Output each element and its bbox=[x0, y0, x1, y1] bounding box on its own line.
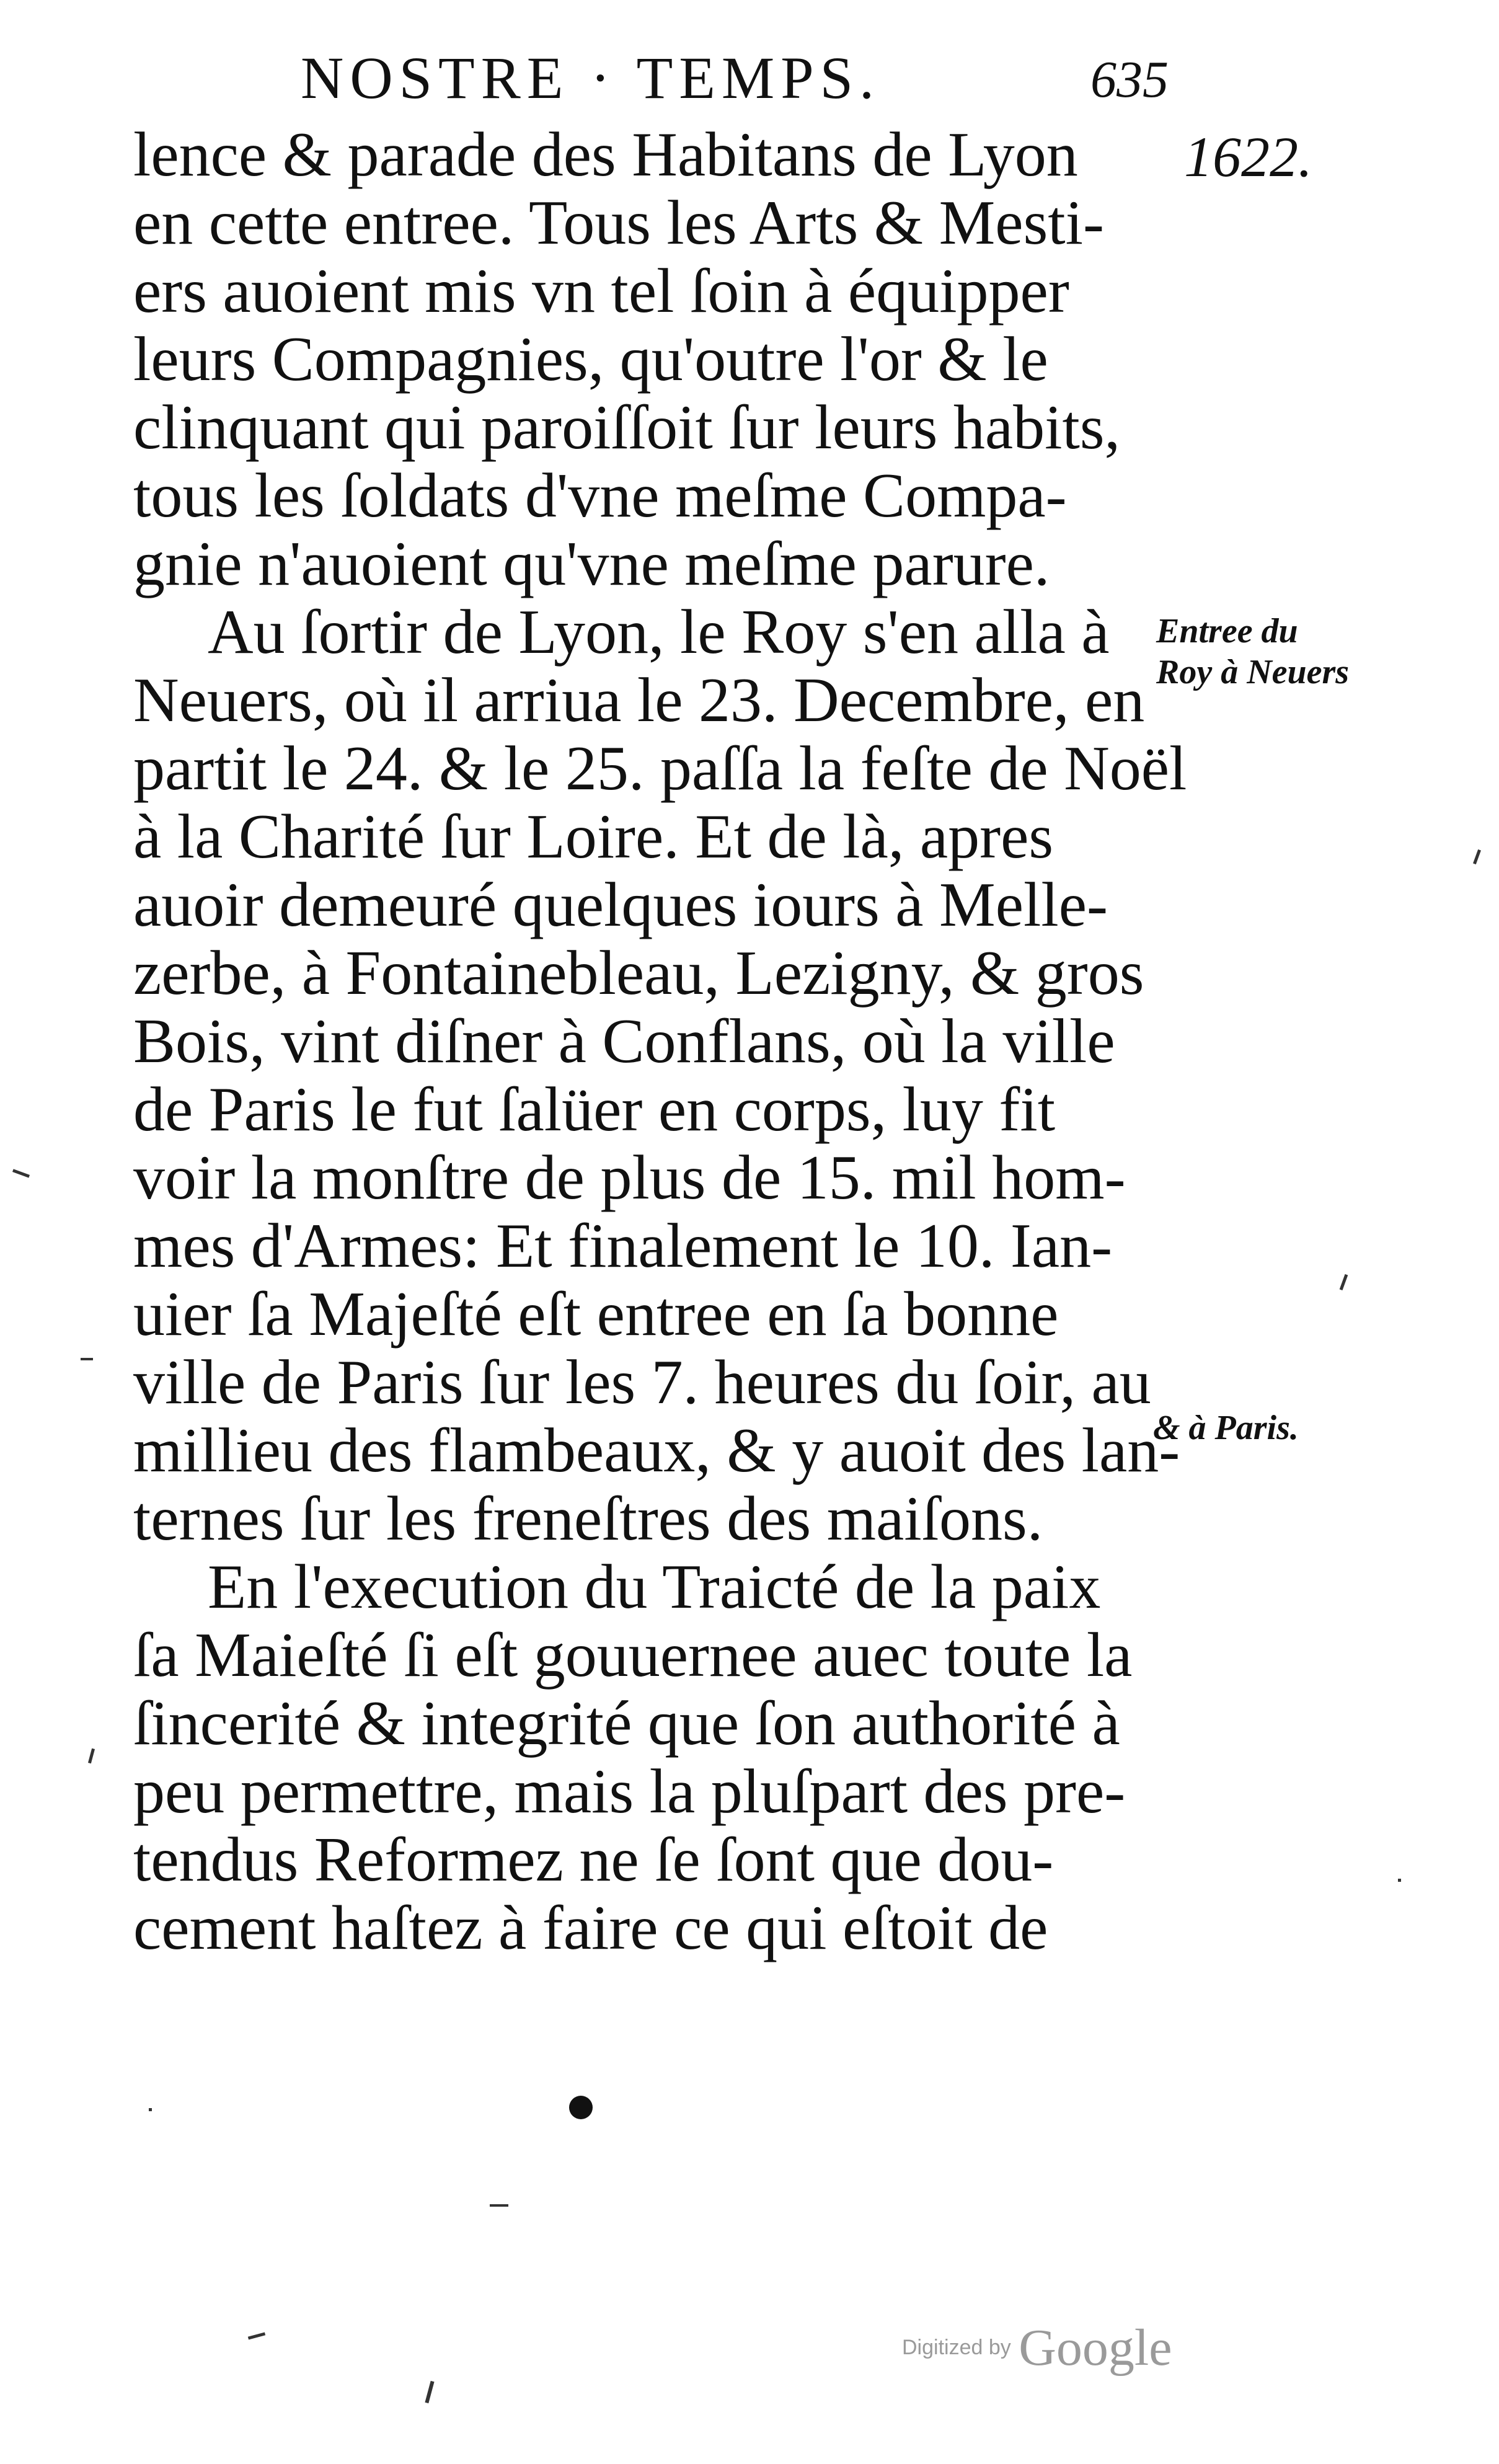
text-line: En l'execution du Traicté de la paix bbox=[208, 1552, 1101, 1622]
text-line: Bois, vint diſner à Conflans, où la ville bbox=[133, 1006, 1115, 1076]
text-line: auoir demeuré quelques iours à Melle- bbox=[133, 870, 1108, 940]
text-line: leurs Compagnies, qu'outre l'or & le bbox=[133, 324, 1048, 394]
text-line: tendus Reformez ne ſe ſont que dou- bbox=[133, 1825, 1054, 1895]
running-title: NOSTRE · TEMPS. bbox=[301, 45, 881, 111]
text-line: de Paris le fut ſalüer en corps, luy fit bbox=[133, 1075, 1056, 1145]
text-line: à la Charité ſur Loire. Et de là, apres bbox=[133, 802, 1054, 872]
text-line: ers auoient mis vn tel ſoin à équipper bbox=[133, 256, 1069, 326]
text-line: voir la monſtre de plus de 15. mil hom- bbox=[133, 1143, 1126, 1213]
margin-note-entree-neuers bbox=[1156, 611, 1349, 693]
text-line: gnie n'auoient qu'vne meſme parure. bbox=[133, 529, 1050, 599]
text-line: peu permettre, mais la pluſpart des pre- bbox=[133, 1757, 1126, 1827]
text-line: lence & parade des Habitans de Lyon bbox=[133, 120, 1078, 190]
ink-dot bbox=[569, 2096, 593, 2119]
body-text bbox=[133, 120, 1187, 1963]
text-line: Neuers, où il arriua le 23. Decembre, en bbox=[133, 665, 1145, 735]
scan-speck bbox=[1340, 1274, 1348, 1290]
scan-speck bbox=[248, 2332, 265, 2339]
text-line: Au ſortir de Lyon, le Roy s'en alla à bbox=[208, 597, 1110, 667]
scan-speck bbox=[149, 2108, 152, 2111]
text-line: ville de Paris ſur les 7. heures du ſoir, au bbox=[133, 1347, 1151, 1417]
text-line: cement haſtez à faire ce qui eſtoit de bbox=[133, 1893, 1048, 1963]
text-line: tous les ſoldats d'vne meſme Compa- bbox=[133, 461, 1067, 531]
text-line: ſincerité & integrité que ſon authorité à bbox=[133, 1688, 1120, 1758]
google-logo: Google bbox=[1019, 2319, 1172, 2377]
text-line: zerbe, à Fontainebleau, Lezigny, & gros bbox=[133, 938, 1144, 1008]
page-number: 635 bbox=[1090, 51, 1169, 109]
scan-speck bbox=[1473, 849, 1481, 864]
page-header bbox=[301, 43, 1181, 118]
scan-speck bbox=[12, 1169, 30, 1177]
scan-speck bbox=[81, 1358, 93, 1360]
text-line: ſa Maieſté ſi eſt gouuernee auec toute la bbox=[133, 1620, 1133, 1690]
margin-year: 1622. bbox=[1184, 125, 1312, 188]
scan-speck bbox=[88, 1748, 95, 1763]
text-line: millieu des flambeaux, & y auoit des lan- bbox=[133, 1416, 1180, 1486]
margin-note-line: Roy à Neuers bbox=[1156, 653, 1350, 691]
text-line: uier ſa Majeſté eſt entree en ſa bonne bbox=[133, 1279, 1059, 1349]
scan-speck bbox=[425, 2381, 434, 2403]
margin-note-line: Entree du bbox=[1156, 612, 1298, 650]
text-line: mes d'Armes: Et finalement le 10. Ian- bbox=[133, 1211, 1113, 1281]
text-line: en cette entree. Tous les Arts & Mesti- bbox=[133, 188, 1104, 258]
scan-speck bbox=[490, 2204, 508, 2207]
watermark-prefix: Digitized by bbox=[902, 2336, 1011, 2359]
text-line: partit le 24. & le 25. paſſa la feſte de Noël bbox=[133, 733, 1187, 804]
digitized-by-google-watermark bbox=[902, 2318, 1172, 2378]
margin-note-paris: & à Paris. bbox=[1153, 1409, 1299, 1447]
text-line: clinquant qui paroiſſoit ſur leurs habits, bbox=[133, 392, 1121, 463]
scan-speck bbox=[1398, 1879, 1401, 1882]
text-line: ternes ſur les freneſtres des maiſons. bbox=[133, 1484, 1043, 1554]
